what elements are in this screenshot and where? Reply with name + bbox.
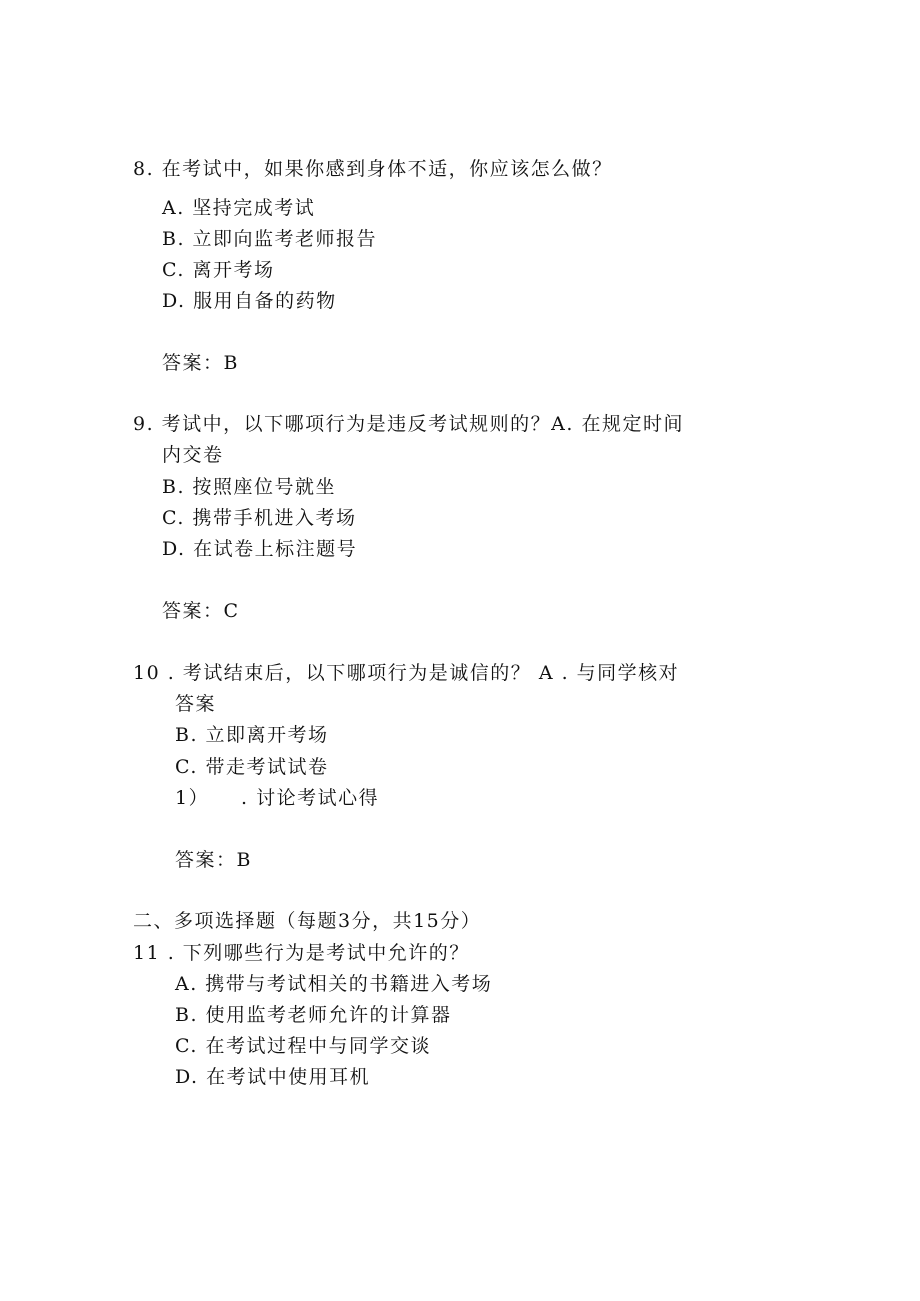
- section-2-title: 二、多项选择题（每题3分，共15分）: [133, 910, 482, 932]
- question-11-stem: 11 . 下列哪些行为是考试中允许的？: [133, 942, 470, 964]
- question-8-option-c: C. 离开考场: [162, 259, 275, 281]
- question-9-stem-line2: 内交卷: [162, 444, 224, 466]
- question-10-option-b: B. 立即离开考场: [175, 724, 329, 746]
- question-11-option-a: A. 携带与考试相关的书籍进入考场: [175, 973, 493, 995]
- question-11-option-b: B. 使用监考老师允许的计算器: [175, 1004, 452, 1026]
- question-10-stem-line2: 答案: [175, 693, 217, 715]
- question-8-option-d: D. 服用自备的药物: [162, 290, 337, 312]
- question-8-option-b: B. 立即向监考老师报告: [162, 228, 378, 250]
- question-10-option-d-prefix: 1）: [175, 787, 210, 809]
- question-10-option-c: C. 带走考试试卷: [175, 756, 329, 778]
- question-8-option-a: A. 坚持完成考试: [162, 197, 316, 219]
- question-9-option-d: D. 在试卷上标注题号: [162, 538, 358, 560]
- question-10-option-d-text: . 讨论考试心得: [241, 787, 380, 809]
- question-9-answer: 答案：C: [162, 600, 240, 622]
- question-9-option-b: B. 按照座位号就坐: [162, 476, 337, 498]
- question-9-stem-line1: 9. 考试中，以下哪项行为是违反考试规则的？A. 在规定时间: [133, 413, 684, 435]
- question-10-stem-line1: 10 . 考试结束后，以下哪项行为是诚信的？ A . 与同学核对: [133, 662, 680, 684]
- question-8-stem: 8. 在考试中，如果你感到身体不适，你应该怎么做？: [133, 158, 613, 180]
- question-8-answer: 答案：B: [162, 352, 239, 374]
- question-9-option-c: C. 携带手机进入考场: [162, 507, 357, 529]
- question-10-answer: 答案：B: [175, 849, 252, 871]
- question-11-option-c: C. 在考试过程中与同学交谈: [175, 1035, 431, 1057]
- question-11-option-d: D. 在考试中使用耳机: [175, 1066, 371, 1088]
